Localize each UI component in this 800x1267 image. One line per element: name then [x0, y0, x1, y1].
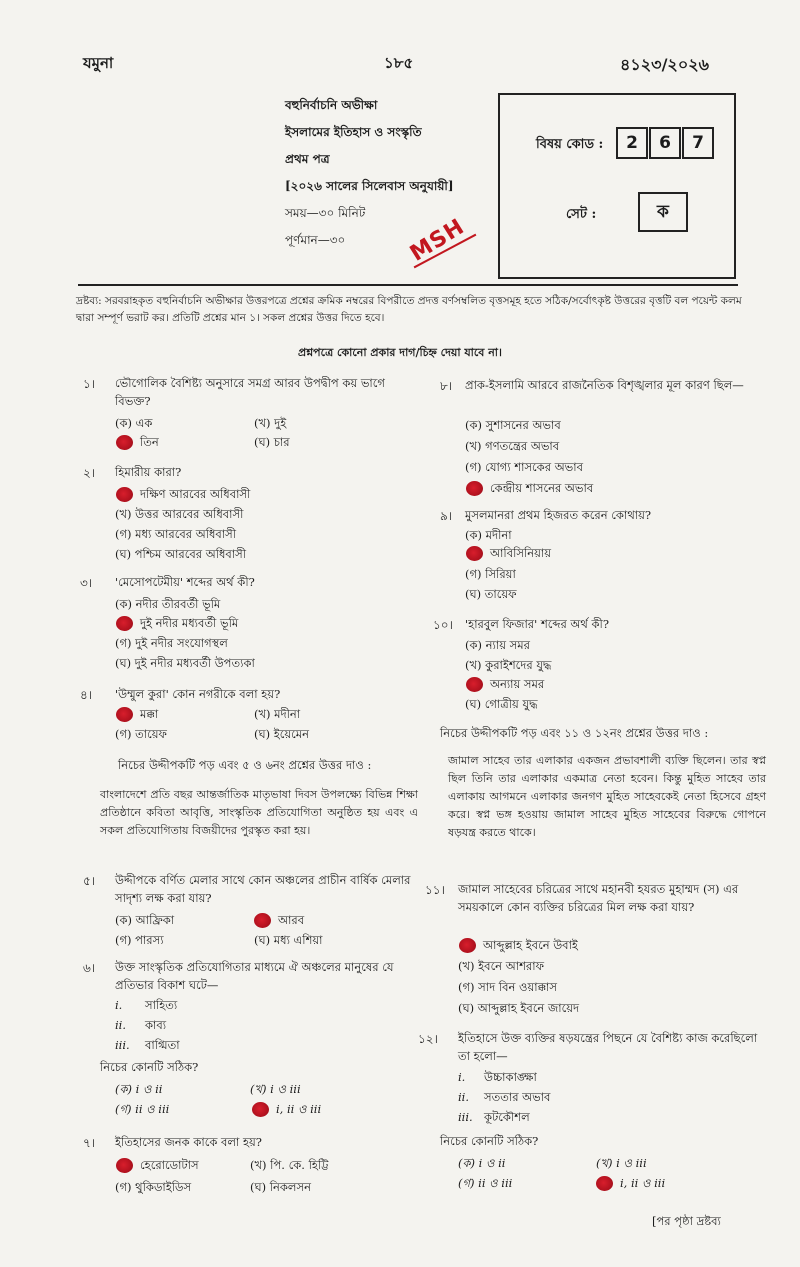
option: আবিসিনিয়ায়	[490, 546, 552, 560]
option: আব্দুল্লাহ ইবনে উবাই	[483, 938, 578, 952]
roman-numeral: i.	[458, 1070, 466, 1084]
roman-numeral: iii.	[458, 1110, 473, 1124]
option: (খ) মদীনা	[254, 707, 301, 721]
question-text: জামাল সাহেবের চরিত্রের সাথে মহানবী হযরত মুহাম্মদ (স) এর সময়কালে কোন ব্যক্তির চরিত্রের মিল লক্ষ করা যায়?	[458, 882, 739, 914]
question-number: ৫।	[83, 874, 96, 888]
statement: বাগ্মিতা	[145, 1038, 180, 1052]
question-text: হিমারীয় কারা?	[115, 465, 182, 479]
exam-paper: প্রথম পত্র	[285, 152, 330, 166]
question-text: 'মেসোপটেমীয়' শব্দের অর্থ কী?	[115, 575, 255, 589]
option: (খ) দুই	[254, 416, 287, 430]
option: দক্ষিণ আরবের অধিবাসী	[140, 487, 251, 501]
option: (ক) মদীনা	[465, 528, 512, 542]
option: (খ) গণতন্ত্রের অভাব	[465, 439, 560, 453]
stimulus-lead: নিচের উদ্দীপকটি পড় এবং ১১ ও ১২নং প্রশ্নের উত্তর দাও :	[440, 726, 709, 740]
stimulus-passage: জামাল সাহেব তার এলাকার একজন প্রভাবশালী ব্যক্তি ছিলেন। তার স্বপ্ন ছিল তিনি তার এলাকার একমাত্র নেতা হবেন। কিন্তু মুহিত সাহেব তার এলাকায় আগমনে এলাকার জনগণ মুহিত সাহেবকেই নেতা হিসেবে গ্রহণ করে। স্বপ্ন ভঙ্গ হওয়ায় জামাল সাহেব মুহিত সাহেবের বিরুদ্ধে গোপনে ষড়যন্ত্র করতে থাকে।	[448, 754, 766, 839]
option: (খ) কুরাইশদের যুদ্ধ	[465, 658, 552, 672]
question-number: ২।	[83, 466, 96, 480]
option: (গ) পারস্য	[115, 933, 164, 947]
no-mark-warning: প্রশ্নপত্রে কোনো প্রকার দাগ/চিহ্ন দেয়া যাবে না।	[298, 346, 502, 359]
option: (ঘ) তায়েফ	[465, 587, 517, 601]
option: i, ii ও iii	[620, 1176, 666, 1190]
option: (গ) সাদ বিন ওয়াক্কাস	[458, 980, 557, 994]
option: (খ) i ও iii	[596, 1156, 647, 1170]
question-text: 'হারবুল ফিজার' শব্দের অর্থ কী?	[465, 617, 609, 631]
header-rule	[78, 284, 738, 286]
stimulus-lead: নিচের উদ্দীপকটি পড় এবং ৫ ও ৬নং প্রশ্নের উত্তর দাও :	[118, 758, 372, 772]
option: (ঘ) মধ্য এশিয়া	[254, 933, 323, 947]
option: (ঘ) গোত্রীয় যুদ্ধ	[465, 697, 538, 711]
option: দুই নদীর মধ্যবর্তী ভূমি	[140, 616, 239, 630]
code-digit: 6	[649, 127, 681, 159]
filled-answer-bubble	[596, 1176, 613, 1191]
filled-answer-bubble	[252, 1102, 269, 1117]
exam-time: সময়—৩০ মিনিট	[285, 206, 366, 220]
option: আরব	[278, 913, 305, 927]
question-number: ১০।	[433, 618, 453, 632]
option: অন্যায় সমর	[490, 677, 545, 691]
question-text: উক্ত সাংস্কৃতিক প্রতিযোগিতার মাধ্যমে ঐ অঞ্চলের মানুষের যে প্রতিভার বিকাশ ঘটে—	[115, 960, 394, 992]
question-text: মুসলমানরা প্রথম হিজরত করেন কোথায়?	[465, 508, 652, 522]
question-text: ইতিহাসে উক্ত ব্যক্তির ষড়যন্ত্রের পিছনে যে বৈশিষ্ট্য কাজ করেছিলো তা হলো—	[458, 1031, 758, 1063]
filled-answer-bubble	[466, 677, 483, 692]
option: (ক) ন্যায় সমর	[465, 638, 530, 652]
statement: কূটকৌশল	[484, 1110, 530, 1124]
statement: উচ্চাকাঙ্ক্ষা	[484, 1070, 537, 1084]
option: (ঘ) দুই নদীর মধ্যবর্তী উপত্যকা	[115, 656, 255, 670]
question-text: 'উম্মুল কুরা' কোন নগরীকে বলা হয়?	[115, 687, 281, 701]
filled-answer-bubble	[116, 487, 133, 502]
question-number: ১২।	[418, 1032, 438, 1046]
filled-answer-bubble	[116, 435, 133, 450]
statement: সাহিত্য	[145, 998, 178, 1012]
roman-numeral: ii.	[115, 1018, 127, 1032]
question-number: ৯।	[440, 509, 453, 523]
question-number: ৬।	[83, 961, 96, 975]
stimulus-passage: বাংলাদেশে প্রতি বছর আন্তর্জাতিক মাতৃভাষা দিবস উপলক্ষ্যে বিভিন্ন শিক্ষা প্রতিষ্ঠানে কবিতা আবৃত্তি, সাংস্কৃতিক প্রতিযোগিতা অনুষ্ঠিত হয় এবং এ সকল প্রতিযোগিতায় বিজয়ীদের পুরস্কৃত করা হয়।	[100, 788, 418, 837]
filled-answer-bubble	[459, 938, 476, 953]
option: (খ) উত্তর আরবের অধিবাসী	[115, 507, 244, 521]
option: (গ) ii ও iii	[458, 1176, 513, 1190]
option: মক্কা	[140, 707, 159, 721]
set-value: ক	[638, 192, 688, 232]
question-prompt: নিচের কোনটি সঠিক?	[100, 1060, 199, 1074]
option: (ক) এক	[115, 416, 153, 430]
code-digit: 7	[682, 127, 714, 159]
roman-numeral: iii.	[115, 1038, 130, 1052]
exam-type: বহুনির্বাচনি অভীক্ষা	[285, 98, 378, 112]
subject-code-box	[498, 93, 736, 279]
option: (ঘ) চার	[254, 435, 290, 449]
question-text: প্রাক-ইসলামি আরবে রাজনৈতিক বিশৃঙ্খলার মূল কারণ ছিল—	[465, 378, 744, 392]
filled-answer-bubble	[254, 913, 271, 928]
statement: কাব্য	[145, 1018, 167, 1032]
question-number: ১১।	[425, 883, 445, 897]
next-page-note: [পর পৃষ্ঠা দ্রষ্টব্য	[652, 1214, 721, 1228]
question-number: ৩।	[80, 576, 93, 590]
option: (ঘ) নিকলসন	[250, 1180, 311, 1194]
subject-code-label: বিষয় কোড :	[536, 137, 604, 152]
question-number: ৪।	[80, 688, 93, 702]
option: হেরোডোটাস	[140, 1158, 199, 1172]
option: (ঘ) আব্দুল্লাহ ইবনে জায়েদ	[458, 1001, 580, 1015]
question-prompt: নিচের কোনটি সঠিক?	[440, 1134, 539, 1148]
examiner-stamp: MSH	[405, 214, 470, 267]
filled-answer-bubble	[466, 481, 483, 496]
page-number: ১৮৫	[384, 54, 414, 72]
exam-syllabus: [২০২৬ সালের সিলেবাস অনুযায়ী]	[285, 179, 454, 193]
option: (ঘ) পশ্চিম আরবের অধিবাসী	[115, 547, 247, 561]
filled-answer-bubble	[116, 707, 133, 722]
question-number: ৭।	[83, 1136, 96, 1150]
option: কেন্দ্রীয় শাসনের অভাব	[490, 481, 594, 495]
filled-answer-bubble	[116, 616, 133, 631]
question-text: ভৌগোলিক বৈশিষ্ট্য অনুসারে সমগ্র আরব উপদ্বীপ কয় ভাগে বিভক্ত?	[115, 376, 385, 408]
set-label: সেট :	[566, 207, 597, 222]
question-text: ইতিহাসের জনক কাকে বলা হয়?	[115, 1135, 262, 1149]
option: (ঘ) ইয়েমেন	[254, 727, 309, 741]
option: (গ) তায়েফ	[115, 727, 167, 741]
reference-number: ৪১২৩/২০২৬	[620, 55, 710, 74]
option: (ক) নদীর তীরবর্তী ভূমি	[115, 597, 221, 611]
filled-answer-bubble	[116, 1158, 133, 1173]
option: (ক) আফ্রিকা	[115, 913, 175, 927]
code-digit: 2	[616, 127, 648, 159]
filled-answer-bubble	[466, 546, 483, 561]
option: (ক) i ও ii	[458, 1156, 506, 1170]
option: (গ) থুকিডাইডিস	[115, 1180, 192, 1194]
roman-numeral: i.	[115, 998, 123, 1012]
option: (খ) ইবনে আশরাফ	[458, 959, 544, 973]
option: (গ) মধ্য আরবের অধিবাসী	[115, 527, 237, 541]
question-text: উদ্দীপকে বর্ণিত মেলার সাথে কোন অঞ্চলের প্রাচীন বার্ষিক মেলার সাদৃশ্য লক্ষ করা যায়?	[115, 873, 411, 905]
option: (গ) ii ও iii	[115, 1102, 170, 1116]
option: (খ) i ও iii	[250, 1082, 301, 1096]
statement: সততার অভাব	[484, 1090, 551, 1104]
exam-full-marks: পূর্ণমান—৩০	[285, 233, 346, 247]
option: (গ) দুই নদীর সংযোগস্থল	[115, 636, 228, 650]
exam-info	[285, 92, 454, 254]
option: (গ) সিরিয়া	[465, 567, 516, 581]
exam-subject: ইসলামের ইতিহাস ও সংস্কৃতি	[285, 125, 422, 139]
board-name: যমুনা	[83, 54, 114, 72]
option: (খ) পি. কে. হিট্টি	[250, 1158, 329, 1172]
question-number: ৮।	[440, 379, 453, 393]
option: i, ii ও iii	[276, 1102, 322, 1116]
option: (ক) সুশাসনের অভাব	[465, 418, 561, 432]
option: (ক) i ও ii	[115, 1082, 163, 1096]
question-number: ১।	[83, 377, 96, 391]
instruction-note: দ্রষ্টব্য: সরবরাহকৃত বহুনির্বাচনি অভীক্ষার উত্তরপত্রে প্রশ্নের ক্রমিক নম্বরের বিপরীতে প্রদত্ত বর্ণসম্বলিত বৃত্তসমূহ হতে সঠিক/সর্বোৎকৃষ্ট উত্তরের বৃত্তটি বল পয়েন্ট কলম দ্বারা সম্পূর্ণ ভরাট কর। প্রতিটি প্রশ্নের মান ১। সকল প্রশ্নের উত্তর দিতে হবে।	[76, 295, 742, 324]
roman-numeral: ii.	[458, 1090, 470, 1104]
option: তিন	[140, 435, 159, 449]
option: (গ) যোগ্য শাসকের অভাব	[465, 460, 583, 474]
